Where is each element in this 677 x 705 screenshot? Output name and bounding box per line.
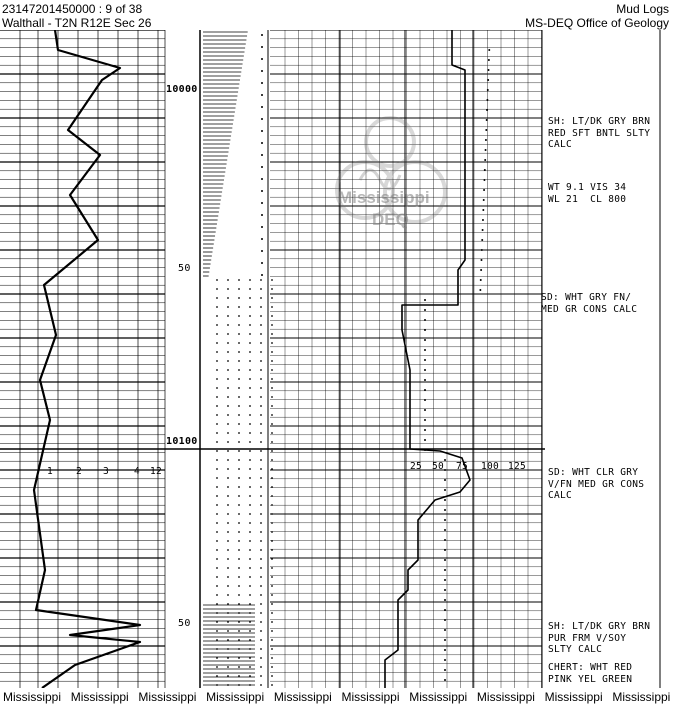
mud-log-scan xyxy=(0,30,677,688)
lithology-note-sand-2: SD: WHT CLR GRY V/FN MED GR CONS CALC xyxy=(548,467,645,501)
mississippi-deq-seal-watermark xyxy=(330,100,470,270)
right-scale-50: 50 xyxy=(432,461,445,472)
watermark-text-line2: DEQ xyxy=(372,210,409,229)
right-scale-25: 25 xyxy=(410,461,423,472)
lithology-note-sand-1: SD: WHT GRY FN/ MED GR CONS CALC xyxy=(541,292,638,315)
footer-watermark-strip xyxy=(0,690,677,705)
footer-word: Mississippi xyxy=(612,690,671,704)
agency-name: MS-DEQ Office of Geology xyxy=(525,16,669,30)
lithology-note-chert: CHERT: WHT RED PINK YEL GREEN xyxy=(548,662,633,685)
left-scale-12: 12 xyxy=(150,466,163,477)
watermark-text-line1: Mississippi xyxy=(338,188,430,207)
footer-word: Mississippi xyxy=(206,690,265,704)
right-scale-125: 125 xyxy=(508,461,527,472)
depth-label-10100: 10100 xyxy=(166,436,198,447)
well-location: Walthall - T2N R12E Sec 26 xyxy=(2,16,152,30)
lithology-note-shale-2: SH: LT/DK GRY BRN PUR FRM V/SOY SLTY CALC xyxy=(548,621,651,655)
footer-word: Mississippi xyxy=(476,690,535,704)
footer-word: Mississippi xyxy=(138,690,197,704)
right-scale-75: 75 xyxy=(456,461,469,472)
mud-properties-note: WT 9.1 VIS 34 WL 21 CL 800 xyxy=(548,182,627,205)
footer-word: Mississippi xyxy=(341,690,400,704)
depth-label-10050: 50 xyxy=(178,263,191,274)
footer-word: Mississippi xyxy=(544,690,603,704)
left-scale-3: 3 xyxy=(103,466,110,477)
left-scale-2: 2 xyxy=(76,466,83,477)
footer-word: Mississippi xyxy=(70,690,129,704)
footer-word: Mississippi xyxy=(409,690,468,704)
lithology-note-shale-1: SH: LT/DK GRY BRN RED SFT BNTL SLTY CALC xyxy=(548,116,651,150)
depth-label-10150: 50 xyxy=(178,618,191,629)
left-scale-1: 1 xyxy=(47,466,54,477)
right-scale-100: 100 xyxy=(481,461,500,472)
drill-rate-curve xyxy=(34,30,140,688)
depth-label-10000: 10000 xyxy=(166,84,198,95)
document-id: 23147201450000 : 9 of 38 xyxy=(2,2,143,16)
left-scale-4: 4 xyxy=(134,466,141,477)
footer-word: Mississippi xyxy=(3,690,62,704)
document-category: Mud Logs xyxy=(616,2,669,16)
footer-word: Mississippi xyxy=(273,690,332,704)
